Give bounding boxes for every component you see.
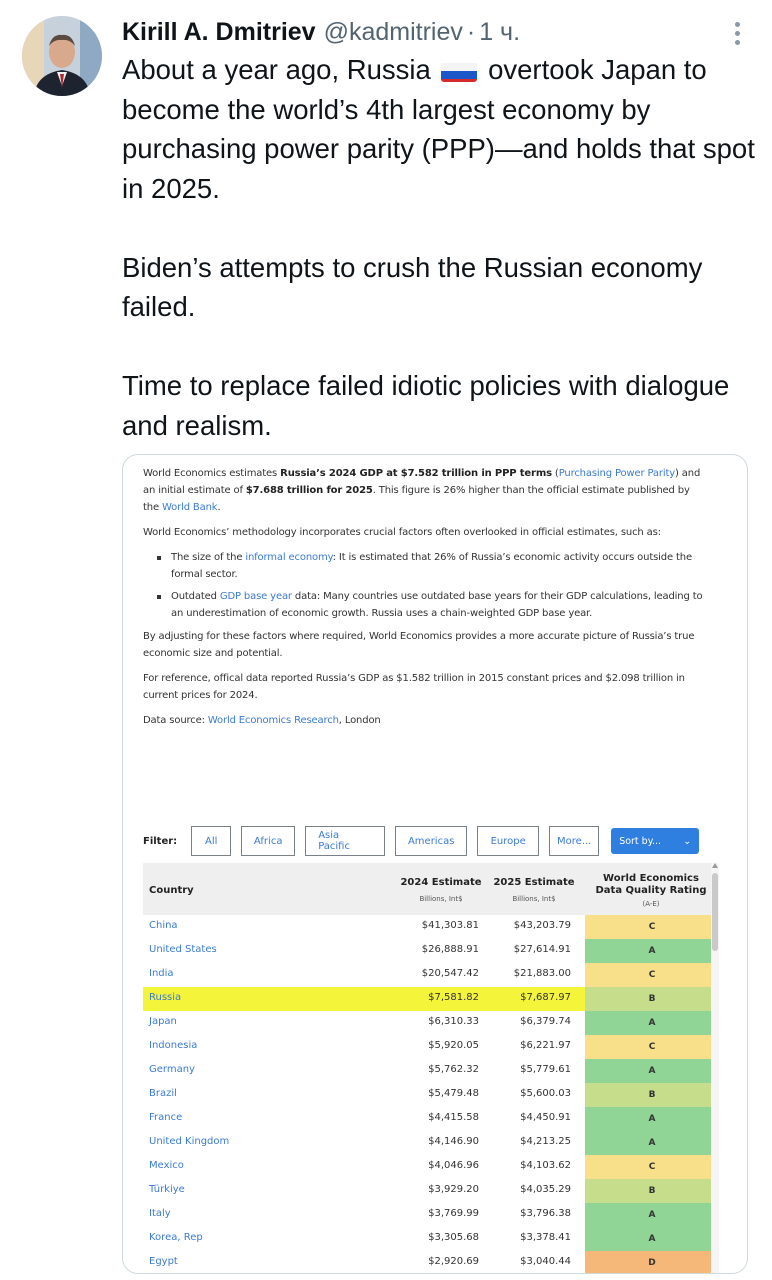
article-text	[143, 465, 703, 737]
estimate-2025: $7,687.97	[520, 992, 571, 1003]
estimate-2025: $21,883.00	[513, 968, 571, 979]
quality-rating: A	[585, 1059, 719, 1083]
more-options-icon[interactable]	[722, 18, 752, 48]
column-header-rating[interactable]	[593, 873, 709, 910]
quality-rating: B	[585, 1179, 719, 1203]
country-link[interactable]: India	[149, 968, 174, 979]
tweet-paragraph-3: Time to replace failed idiotic policies with dialogue and realism.	[122, 370, 730, 441]
estimate-2025: $4,450.91	[520, 1112, 571, 1123]
tweet-text-part: About a year ago, Russia	[122, 54, 439, 85]
estimate-2024: $7,581.82	[428, 992, 479, 1003]
column-header-2024[interactable]	[391, 877, 491, 905]
article-paragraph-1	[143, 465, 703, 516]
filter-all-button[interactable]: All	[191, 826, 231, 856]
table-row[interactable]	[143, 1011, 719, 1035]
estimate-2024: $26,888.91	[421, 944, 479, 955]
country-link[interactable]: Germany	[149, 1064, 195, 1075]
sort-by-dropdown[interactable]	[611, 828, 699, 854]
column-header-2025[interactable]	[489, 877, 579, 905]
filter-americas-button[interactable]: Americas	[395, 826, 467, 856]
quality-rating: A	[585, 1107, 719, 1131]
country-link[interactable]: Korea, Rep	[149, 1232, 203, 1243]
text: Data source:	[143, 715, 208, 726]
tweet-header	[122, 14, 752, 50]
table-scrollbar[interactable]	[711, 863, 719, 1274]
table-row[interactable]	[143, 1059, 719, 1083]
text: .	[217, 502, 221, 513]
column-header-2024-label: 2024 Estimate	[400, 877, 482, 888]
link-informal-economy[interactable]: informal economy	[245, 552, 333, 563]
estimate-2024: $20,547.42	[421, 968, 479, 979]
text-bold: Russia’s 2024 GDP at $7.582 trillion in PPP terms	[280, 468, 552, 479]
country-link[interactable]: United States	[149, 944, 217, 955]
quality-rating: B	[585, 1083, 719, 1107]
estimate-2024: $3,305.68	[428, 1232, 479, 1243]
link-world-bank[interactable]: World Bank	[162, 502, 218, 513]
text: data: Many countries use outdated base years for their GDP calculations, leading to an underestimation of economic growth. Russia uses a chain-weighted GDP base year.	[171, 591, 703, 619]
scroll-up-icon[interactable]	[712, 863, 718, 868]
text: , London	[338, 715, 381, 726]
estimate-2024: $4,415.58	[428, 1112, 479, 1123]
table-row[interactable]	[143, 987, 719, 1011]
country-link[interactable]: Indonesia	[149, 1040, 198, 1051]
country-link[interactable]: Mexico	[149, 1160, 184, 1171]
quality-rating: B	[585, 987, 719, 1011]
column-header-2025-unit: Billions, Int$	[512, 895, 556, 903]
quality-rating: A	[585, 1227, 719, 1251]
estimate-2025: $5,779.61	[520, 1064, 571, 1075]
bullet-item	[157, 549, 703, 583]
estimate-2024: $3,769.99	[428, 1208, 479, 1219]
filter-africa-button[interactable]: Africa	[241, 826, 295, 856]
filter-europe-button[interactable]: Europe	[477, 826, 539, 856]
estimate-2025: $27,614.91	[513, 944, 571, 955]
filter-asia-pacific-button[interactable]: Asia Pacific	[305, 826, 385, 856]
country-link[interactable]: Brazil	[149, 1088, 177, 1099]
country-link[interactable]: France	[149, 1112, 183, 1123]
estimate-2025: $6,379.74	[520, 1016, 571, 1027]
estimate-2025: $3,040.44	[520, 1256, 571, 1267]
country-link[interactable]: Japan	[149, 1016, 177, 1027]
article-paragraph-4: For reference, offical data reported Russia’s GDP as $1.582 trillion in 2015 constant prices and $2.098 trillion in current prices for 2024.	[143, 673, 685, 701]
quality-rating: C	[585, 1155, 719, 1179]
table-row[interactable]	[143, 1107, 719, 1131]
quality-rating: C	[585, 1035, 719, 1059]
table-body	[143, 915, 719, 1274]
article-bullets	[157, 549, 703, 622]
estimate-2025: $5,600.03	[520, 1088, 571, 1099]
table-row[interactable]	[143, 939, 719, 963]
link-world-economics-research[interactable]: World Economics Research	[207, 715, 339, 726]
text-bold: $7.688 trillion for 2025	[245, 485, 373, 496]
text: . This figure is 26% higher than the official estimate published by the	[143, 485, 690, 513]
estimate-2024: $5,920.05	[428, 1040, 479, 1051]
filter-bar	[143, 825, 723, 857]
estimate-2024: $4,146.90	[428, 1136, 479, 1147]
tweet-paragraph-1	[122, 50, 762, 208]
quality-rating: C	[585, 963, 719, 987]
column-header-rating-label: World Economics Data Quality Rating	[595, 873, 707, 896]
estimate-2024: $4,046.96	[428, 1160, 479, 1171]
link-gdp-base-year[interactable]: GDP base year	[219, 591, 292, 602]
estimate-2024: $5,762.32	[428, 1064, 479, 1075]
column-header-2024-unit: Billions, Int$	[419, 895, 463, 903]
table-row[interactable]	[143, 1083, 719, 1107]
column-header-2025-label: 2025 Estimate	[493, 877, 575, 888]
country-link[interactable]: Egypt	[149, 1256, 178, 1267]
estimate-2024: $2,920.69	[428, 1256, 479, 1267]
scrollbar-thumb[interactable]	[712, 873, 718, 951]
table-row[interactable]	[143, 1155, 719, 1179]
country-link[interactable]: China	[149, 920, 178, 931]
link-ppp[interactable]: Purchasing Power Parity	[558, 468, 675, 479]
estimate-2025: $4,213.25	[520, 1136, 571, 1147]
table-row[interactable]	[143, 1131, 719, 1155]
estimate-2025: $4,035.29	[520, 1184, 571, 1195]
article-paragraph-3: By adjusting for these factors where required, World Economics provides a more accurate picture of Russia’s true economic size and potential.	[143, 631, 695, 659]
estimate-2025: $3,796.38	[520, 1208, 571, 1219]
table-row[interactable]	[143, 1251, 719, 1274]
country-link[interactable]: Russia	[149, 992, 182, 1003]
filter-more-button[interactable]: More...	[549, 826, 599, 856]
article-paragraph-2: World Economics’ methodology incorporates crucial factors often overlooked in official estimates, such as:	[143, 527, 661, 538]
quality-rating: D	[585, 1251, 719, 1274]
country-link[interactable]: Türkiye	[149, 1184, 185, 1195]
tweet-text-part: overtook Japan to become the world’s 4th largest economy by purchasing power parity (PPP)—and holds that spot in 2025.	[122, 54, 755, 204]
column-header-country[interactable]: Country	[149, 885, 194, 896]
table-row[interactable]	[143, 963, 719, 987]
table-header	[143, 863, 719, 915]
text: : It is estimated that 26% of Russia’s economic activity occurs outside the formal sector.	[171, 552, 692, 580]
avatar-photo	[22, 16, 102, 96]
text: World Economics estimates	[143, 468, 281, 479]
estimate-2024: $41,303.81	[421, 920, 479, 931]
estimate-2024: $5,479.48	[428, 1088, 479, 1099]
gdp-table	[143, 863, 719, 1274]
estimate-2025: $6,221.97	[520, 1040, 571, 1051]
country-link[interactable]: United Kingdom	[149, 1136, 230, 1147]
tweet-media-image[interactable]	[122, 454, 748, 1274]
author-name[interactable]: Kirill A. Dmitriev	[122, 17, 316, 46]
table-row[interactable]	[143, 915, 719, 939]
estimate-2024: $6,310.33	[428, 1016, 479, 1027]
text: The size of the	[171, 552, 246, 563]
tweet-text	[122, 50, 762, 445]
separator: ·	[466, 17, 476, 46]
timestamp[interactable]: 1 ч.	[479, 17, 521, 46]
table-row[interactable]	[143, 1179, 719, 1203]
estimate-2025: $3,378.41	[520, 1232, 571, 1243]
column-header-rating-scale: (A-E)	[642, 900, 660, 908]
quality-rating: A	[585, 1203, 719, 1227]
sort-by-label: Sort by...	[619, 835, 662, 847]
author-handle[interactable]: @kadmitriev	[323, 17, 463, 46]
estimate-2025: $4,103.62	[520, 1160, 571, 1171]
table-row[interactable]	[143, 1227, 719, 1251]
quality-rating: A	[585, 1131, 719, 1155]
table-row[interactable]	[143, 1035, 719, 1059]
text: ) and an initial estimate of	[143, 468, 701, 496]
estimate-2025: $43,203.79	[513, 920, 571, 931]
quality-rating: C	[585, 915, 719, 939]
country-link[interactable]: Italy	[149, 1208, 171, 1219]
tweet-paragraph-2: Biden’s attempts to crush the Russian economy failed.	[122, 251, 703, 322]
article-source	[143, 712, 703, 729]
filter-label: Filter:	[143, 835, 178, 847]
chevron-down-icon: ⌄	[683, 835, 692, 847]
bullet-item	[157, 588, 703, 622]
russia-flag-icon	[441, 58, 477, 82]
table-row[interactable]	[143, 1203, 719, 1227]
text: (	[551, 468, 559, 479]
text: Outdated	[171, 591, 220, 602]
estimate-2024: $3,929.20	[428, 1184, 479, 1195]
quality-rating: A	[585, 1011, 719, 1035]
quality-rating: A	[585, 939, 719, 963]
avatar[interactable]	[22, 16, 102, 96]
